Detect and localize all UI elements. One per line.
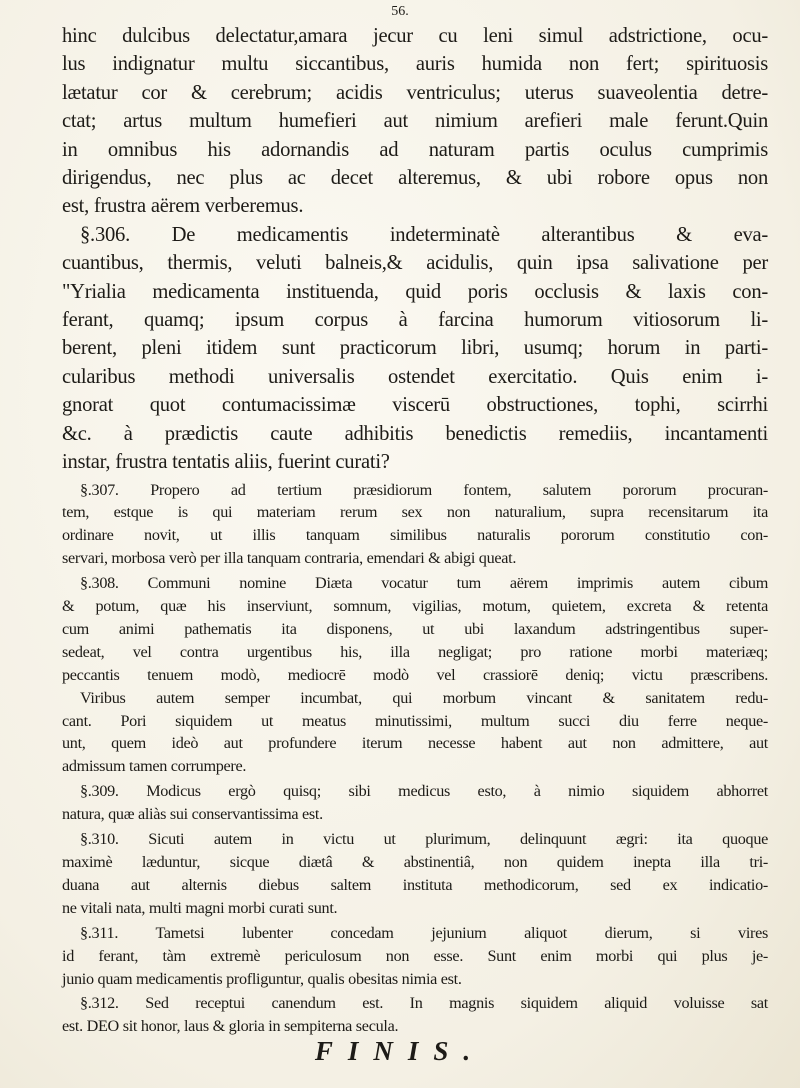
text-line: &c. à prædictis caute adhibitis benedictis remediis, incantamenti [62, 422, 768, 445]
text-line: duana aut alternis diebus saltem instituta methodicorum, sed ex indicatio- [62, 875, 768, 894]
text-line: lætatur cor & cerebrum; acidis ventriculus; uterus suaveolentia detre- [62, 81, 768, 104]
text-line: instar, frustra tentatis aliis, fuerint curati? [62, 451, 390, 474]
paragraph-305-end [62, 22, 768, 221]
text-line: §.311. Tametsi lubenter concedam jejunium aliquot dierum, si vires [80, 923, 768, 942]
text-line: ordinare novit, ut illis tanquam similibus naturalis pororum constitutio con- [62, 526, 768, 545]
text-line: §.307. Propero ad tertium præsidiorum fontem, salutem pororum procuran- [80, 480, 768, 499]
text-line: natura, quæ aliàs sui conservantissima est. [62, 805, 323, 824]
text-line: cularibus methodi universalis ostendet exercitatio. Quis enim i- [62, 365, 768, 388]
paragraph-306 [62, 221, 768, 477]
text-line: cum animi pathematis ita disponens, ut ubi laxandum adstringentibus super- [62, 619, 768, 638]
text-line: Viribus autem semper incumbat, qui morbum vincant & sanitatem redu- [80, 688, 768, 707]
text-line: dirigendus, nec plus ac decet alteremus, & ubi robore opus non [62, 167, 768, 190]
text-line: cuantibus, thermis, veluti balneis,& acidulis, quin ipsa salivatione per [62, 252, 768, 275]
text-line: "Yrialia medicamenta instituenda, quid poris occlusis & laxis con- [62, 280, 768, 303]
text-line: peccantis tenuem modò, mediocrē modò vel crassiorē deniq; victu præscribens. [62, 665, 768, 684]
text-line: servari, morbosa verò per illa tanquam contraria, emendari & abigi queat. [62, 549, 517, 568]
text-line: ne vitali nata, multi magni morbi curati sunt. [62, 898, 338, 917]
paragraph-308 [62, 572, 768, 778]
paragraph-312 [62, 992, 768, 1038]
text-line: est, frustra aërem verberemus. [62, 195, 304, 218]
finis-heading: FINIS. [314, 1036, 486, 1066]
text-line: hinc dulcibus delectatur,amara jecur cu leni simul adstrictione, ocu- [62, 25, 768, 47]
text-line: §.312. Sed receptui canendum est. In magnis siquidem aliquid voluisse sat [80, 994, 768, 1013]
page-number: 56. [391, 4, 409, 19]
text-block [62, 14, 768, 1038]
paragraph-307 [62, 479, 768, 571]
text-line: unt, quem ideò aut profundere iterum necesse habent aut non admittere, aut [62, 734, 768, 753]
paragraph-311 [62, 922, 768, 991]
text-line: ctat; artus multum humefieri aut nimium arefieri male ferunt.Quin [62, 110, 768, 133]
text-line: §.310. Sicuti autem in victu ut plurimum, delinquunt ægri: ita quoque [80, 830, 768, 849]
text-line: gnorat quot contumacissimæ viscerū obstructiones, tophi, scirrhi [62, 394, 768, 417]
text-line: §.306. De medicamentis indeterminatè alterantibus & eva- [80, 223, 768, 246]
text-line: maximè læduntur, sicque diætâ & abstinentiâ, non quidem inepta illa tri- [62, 853, 768, 871]
text-line: id ferant, tàm extremè periculosum non esse. Sunt enim morbi qui plus je- [62, 946, 768, 965]
text-line: est. DEO sit honor, laus & gloria in sempiterna secula. [62, 1017, 399, 1036]
text-line: lus indignatur multu siccantibus, auris humida non fert; spirituosis [62, 53, 768, 76]
text-line: junio quam medicamentis profliguntur, qualis obesitas nimia est. [62, 969, 462, 988]
paragraph-310 [62, 828, 768, 920]
text-line: ferant, quamq; ipsum corpus à farcina humorum vitiosorum li- [62, 309, 768, 332]
text-line: sedeat, vel contra urgentibus his, illa negligat; pro ratione morbi materiæq; [62, 642, 768, 661]
paragraph-309 [62, 780, 768, 826]
text-line: cant. Pori siquidem ut meatus minutissimi, multum succi diu ferre neque- [62, 711, 768, 730]
text-line: admissum tamen corrumpere. [62, 757, 247, 776]
text-line: in omnibus his adornandis ad naturam partis oculus cumprimis [62, 138, 768, 161]
text-line: & potum, quæ his inserviunt, somnum, vigilias, motum, quietem, excreta & retenta [62, 597, 768, 616]
text-line: §.309. Modicus ergò quisq; sibi medicus esto, à nimio siquidem abhorret [80, 782, 768, 801]
text-line: §.308. Communi nomine Diæta vocatur tum aërem imprimis autem cibum [80, 574, 768, 593]
text-line: tem, estque is qui materiam rerum sex non naturalium, supra recensitarum ita [62, 503, 768, 522]
text-line: berent, pleni itidem sunt practicorum libri, usumq; horum in parti- [62, 337, 768, 360]
